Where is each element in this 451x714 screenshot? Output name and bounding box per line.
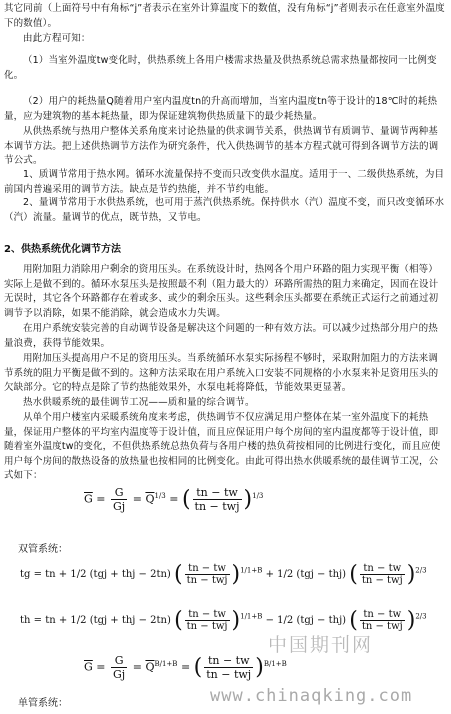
denominator: tn − twj [206, 668, 252, 681]
q-bar-symbol: $\overline{Q}$ [145, 660, 155, 674]
denominator: tn − twj [186, 575, 228, 586]
term-b: (tgj − thj) [296, 615, 347, 626]
paragraph-regulation-methods: 从供热系统与热用户整体关系角度来讨论热量的供求调节关系，供热调节有质调节、量调节两种基本调节方法。把上述供热调节方法作为研究条件，代入供热调节的基本方程式就可得到各调节方法的调节公式。 [4, 126, 439, 167]
numerator: tn − tw [204, 654, 253, 668]
numerator: G [111, 486, 127, 500]
fraction-temp-ratio [360, 563, 405, 586]
fraction-temp-ratio [204, 654, 253, 681]
paragraph-point-1: （1）当室外温度tw变化时，供热系统上各用户楼需求热量及供热系统总需求热量都按同一比例变化。 [4, 55, 437, 81]
equals-sign: = [180, 660, 191, 674]
formula-lhs: tg = tn + [20, 569, 68, 580]
equals-sign: = [132, 660, 142, 674]
paragraph-point-2: （2）用户的耗热量Q随着用户室内温度tn的升高而增加，当室内温度tn等于设计的18℃时的耗热量，应为建筑物的基本耗热量，即为保证建筑物供热质量下的最少耗热量。 [4, 96, 438, 122]
formula-supply-temp: tg = tn + 1/2 (tgj + thj − 2tn) ( $\frac{tn - tw}{\text{tn − twj}}$ )$^{1/1+B}$ + 1/2 (tgj − thj) ( $\frac{tn - tw}{\text{tn − twj}}$ )$^{2/3}$ [20, 562, 427, 587]
section-heading: 2、供热系统优化调节方法 [4, 244, 121, 255]
fraction-temp-ratio [193, 486, 242, 513]
q-bar-symbol: $\overline{Q}$ [145, 492, 155, 506]
denominator: tn − twj [361, 575, 403, 586]
formula-return-temp: th = tn + 1/2 (tgj + thj − 2tn) ( $\frac{tn - tw}{\text{tn − twj}}$ )$^{1/1+B}$ − 1/2 (tgj − thj) ( $\frac{tn - tw}{\text{tn − twj}}$ )$^{2/3}$ [20, 608, 427, 633]
formula-flow-single: $\overline{G}$ = $\frac{G}{Gj}$ = $\overline{Q}^{B/1+B}$ = ( $\frac{tn - tw}{\text{tn − twj}}$ )$^{B/1+B}$ [84, 654, 287, 681]
half-factor: 1/2 [277, 569, 294, 580]
term-a: (tgj + thj − 2tn) [89, 569, 171, 580]
half-factor: 1/2 [70, 569, 87, 580]
denominator: Gj [113, 500, 126, 513]
exponent: 1/1+B [240, 566, 263, 575]
fraction-g-gj [111, 486, 127, 513]
paragraph-quantity-regulation: 2、量调节常用于水供热系统，也可用于蒸汽供热系统。保持供水（汽）温度不变，而只改变循环水（汽）流量。量调节的优点，既节热，又节电。 [4, 197, 445, 223]
formula-flow-double: $\overline{G}$ = $\frac{G}{Gj}$ = $\overline{Q}^{1/3}$ = ( $\frac{tn - tw}{\text{tn − twj}}$ )$^{1/3}$ [84, 486, 264, 513]
paragraph-single-user: 从单个用户楼室内采暖系统角度来考虑，供热调节不仅应满足用户整体在某一室外温度下的耗热量，保证用户整体的平均室内温度等于设计值，而且应保证用户每个房间的室内温度都等于设计值，即随着室外温度tw的变化，不但供热系统总热负荷与各用户楼的热负荷按相同的比例进行变化，而且应使用户每个房间的散热设备的放热量也按相同的比例变化。由此可得出热水供暖系统的最佳调节工况，公式如下： [4, 412, 441, 482]
paragraph-intro-note: 其它同前（上面符号中有角标“j”者表示在室外计算温度下的数值，没有角标“j”者则表示在任意室外温度下的数值）。 [4, 3, 445, 29]
exponent: 1/3 [252, 491, 264, 500]
exponent: 2/3 [415, 612, 427, 621]
numerator: G [111, 654, 127, 668]
numerator: tn − tw [193, 486, 242, 500]
half-factor: 1/2 [70, 615, 87, 626]
numerator: tn − tw [360, 609, 405, 621]
fraction-temp-ratio [360, 609, 405, 632]
paragraph-additional-resistance: 用附加阻力消除用户剩余的资用压头。在系统设计时，热网各个用户环路的阻力实现平衡（相等）实际上是做不到的。循环水泵压头是按照最不利（阻力最大的）环路所需热的阻力来确定，因而在设计无误时，其它各个环路都存在着或多、或少的剩余压头。这些剩余压头都要在系统正式运行之前通过初调节予以消除，如果不能消除，就会造成水力失调。 [4, 264, 439, 319]
fraction-g-gj [111, 654, 127, 681]
exponent: B/1+B [154, 659, 178, 668]
minus-sign: − [265, 615, 274, 626]
equals-sign: = [132, 492, 142, 506]
fraction-temp-ratio [185, 563, 230, 586]
equals-sign: = [169, 492, 179, 506]
paragraph-from-equation: 由此方程可知： [23, 33, 91, 44]
exponent: 1/1+B [240, 612, 263, 621]
fraction-temp-ratio [185, 609, 230, 632]
denominator: tn − twj [186, 621, 228, 632]
label-single-pipe: 单管系统： [18, 698, 68, 709]
numerator: tn − tw [185, 609, 230, 621]
equals-sign: = [96, 492, 106, 506]
g-bar-symbol: $\overline{G}$ [84, 660, 93, 674]
plus-sign: + [265, 569, 274, 580]
exponent: 1/3 [154, 491, 166, 500]
paragraph-auto-control: 在用户系统安装完善的自动调节设备是解决这个问题的一种有效方法。可以减少过热部分用户的热量浪费，获得节能效果。 [4, 323, 438, 349]
g-bar-symbol: $\overline{G}$ [84, 492, 93, 506]
watermark-cn: 中国期刊网 [268, 634, 374, 656]
equals-sign: = [96, 660, 106, 674]
paragraph-optimal-condition: 热水供暖系统的最佳调节工况——质和量的综合调节。 [23, 397, 255, 408]
exponent: 2/3 [415, 566, 427, 575]
label-double-pipe: 双管系统： [18, 544, 68, 555]
exponent: B/1+B [263, 659, 287, 668]
denominator: Gj [113, 668, 126, 681]
denominator: tn − twj [361, 621, 403, 632]
term-a: (tgj + thj − 2tn) [89, 615, 171, 626]
term-b: (tgj − thj) [296, 569, 347, 580]
half-factor: 1/2 [277, 615, 294, 626]
numerator: tn − tw [360, 563, 405, 575]
denominator: tn − twj [194, 500, 240, 513]
watermark-url: www.chinaqking.com [210, 686, 413, 706]
numerator: tn − tw [185, 563, 230, 575]
formula-lhs: th = tn + [20, 615, 68, 626]
paragraph-quality-regulation: 1、质调节常用于热水网。循环水流量保持不变而只改变供水温度。适用于一、二级供热系统，为目前国内普遍采用的调节方法。缺点是节约热能，并不节约电能。 [4, 169, 445, 195]
paragraph-additional-pressure: 用附加压头提高用户不足的资用压头。当系统循环水泵实际扬程不够时，采取附加阻力的方法来调节系统的阻力平衡是做不到的。这种方法采取在用户系统入口安装不同规格的小水泵来补足资用压头的欠缺部分。它的特点是除了节约热能效果外，水泵电耗将降低，节能效果更显著。 [4, 353, 439, 394]
